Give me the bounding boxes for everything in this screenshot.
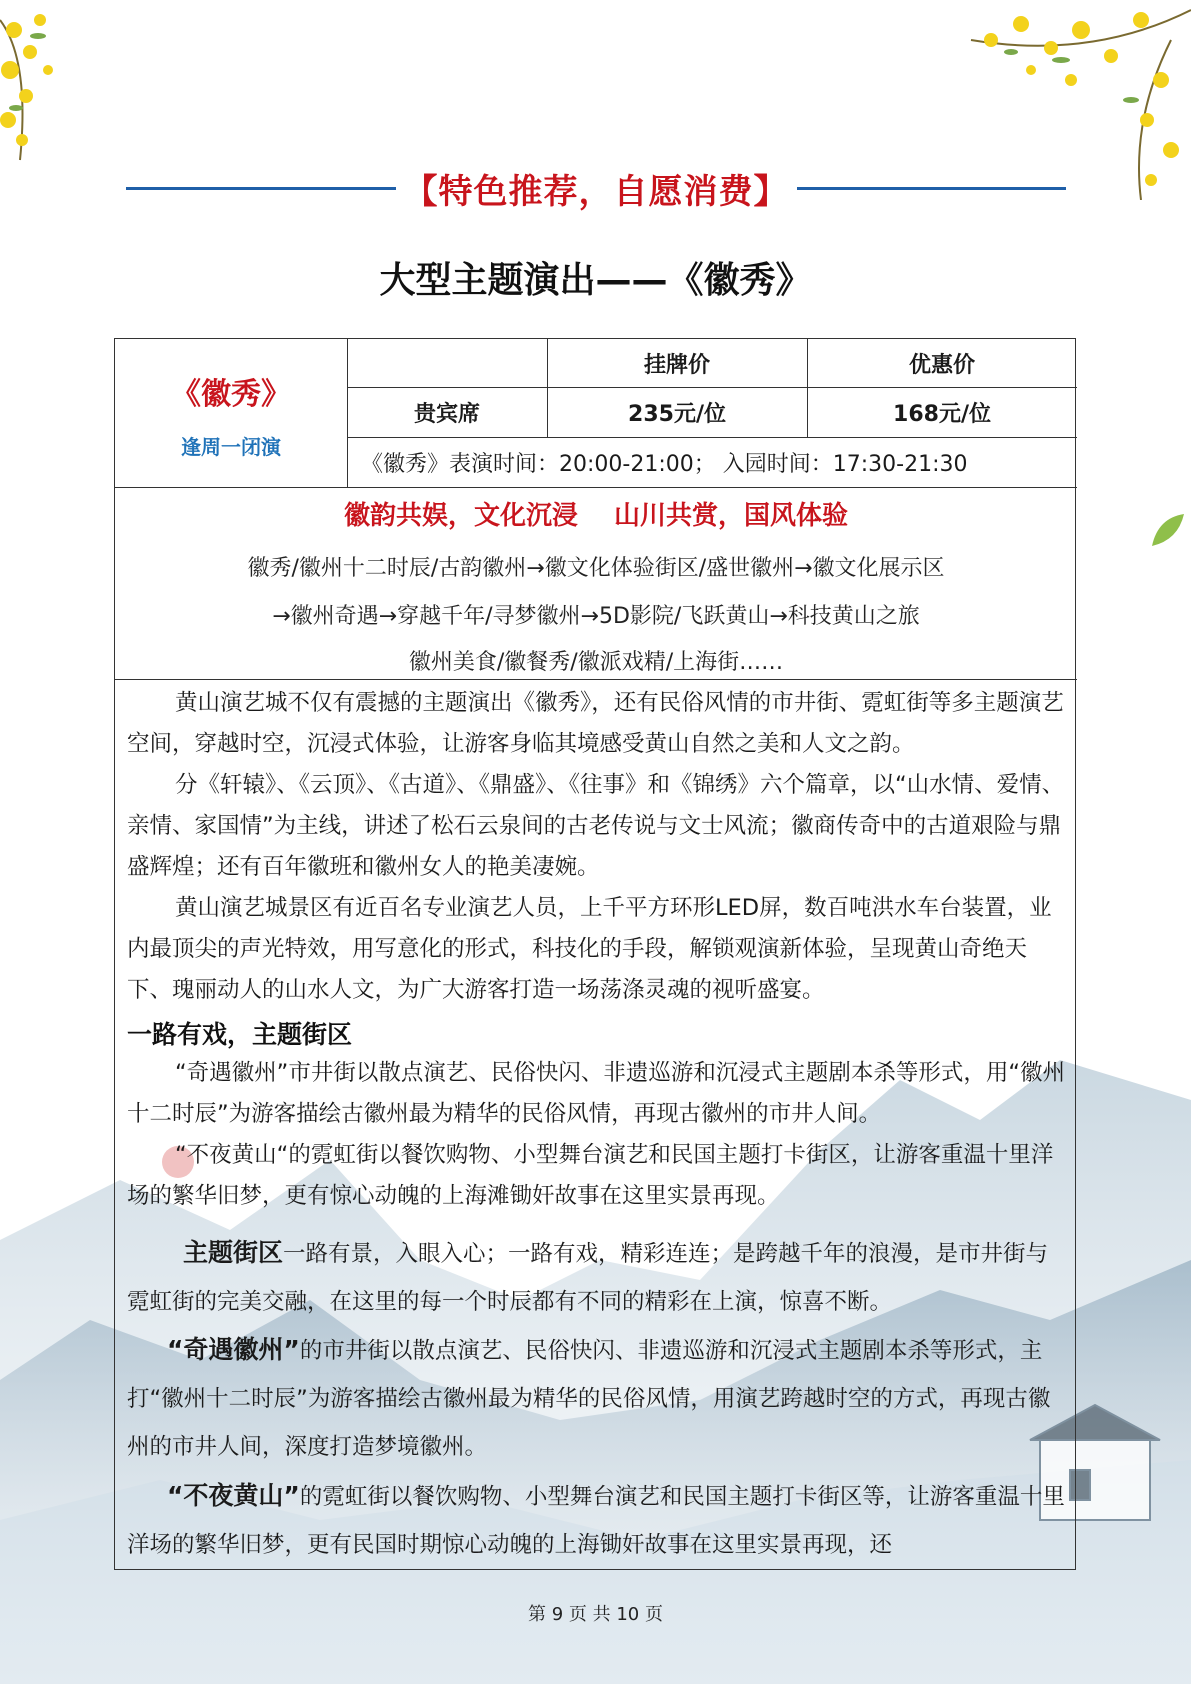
route-line-1: 徽秀/徽州十二时辰/古韵徽州→徽文化体验街区/盛世徽州→徽文化展示区 xyxy=(247,556,945,581)
featured-lead-1: 主题街区 xyxy=(183,1238,284,1267)
flower-branch-left-icon xyxy=(0,0,80,170)
content-frame xyxy=(114,338,1076,1570)
banner-line-right xyxy=(797,187,1067,190)
show-name: 《徽秀》 xyxy=(171,377,291,412)
page-title: 大型主题演出——《徽秀》 xyxy=(379,260,812,301)
schedule-note: 逢周一闭演 xyxy=(181,435,281,459)
slogan-1: 徽韵共娱，文化沉浸 xyxy=(343,501,578,531)
paragraph-2: 分《轩辕》、《云顶》、《古道》、《鼎盛》、《往事》和《锦绣》六个篇章，以“山水情、爱情、亲情、家国情”为主线，讲述了松石云泉间的古老传说与文士风流；徽商传奇中的古道艰险与鼎盛辉煌；还有百年徽班和徽州女人的艳美凄婉。 xyxy=(127,772,1065,880)
section-banner xyxy=(126,166,1066,210)
section-paragraph-1: “奇遇徽州”市井街以散点演艺、民俗快闪、非遗巡游和沉浸式主题剧本杀等形式，用“徽州十二时辰”为游客描绘古徽州最为精华的民俗风情，再现古徽州的市井人间。 xyxy=(127,1060,1065,1127)
leaf-icon xyxy=(1148,510,1188,550)
featured-paragraph-3 xyxy=(127,1472,1067,1569)
paragraph-3: 黄山演艺城景区有近百名专业演艺人员，上千平方环形LED屏，数百吨洪水车台装置，业内最顶尖的声光特效，用写意化的形式，科技化的手段，解锁观演新体验，呈现黄山奇绝天下、瑰丽动人的山水人文，为广大游客打造一场荡涤灵魂的视听盛宴。 xyxy=(127,895,1052,1003)
show-times: 《徽秀》表演时间：20:00-21:00； 入园时间：17:30-21:30 xyxy=(361,451,968,477)
banner-text: 【特色推荐，自愿消费】 xyxy=(403,171,789,212)
featured-lead-2: “奇遇徽州” xyxy=(167,1335,300,1364)
featured-text-3: 的霓虹街以餐饮购物、小型舞台演艺和民国主题打卡街区等，让游客重温十里洋场的繁华旧梦，更有民国时期惊心动魄的上海锄奸故事在这里实景再现，还 xyxy=(127,1484,1065,1558)
route-line-2: →徽州奇遇→穿越千年/寻梦徽州→5D影院/飞跃黄山→科技黄山之旅 xyxy=(272,604,920,629)
seat-type: 贵宾席 xyxy=(413,401,480,427)
section-paragraph-2: “不夜黄山“的霓虹街以餐饮购物、小型舞台演艺和民国主题打卡街区，让游客重温十里洋场的繁华旧梦，更有惊心动魄的上海滩锄奸故事在这里实景再现。 xyxy=(127,1142,1054,1209)
slogan-2: 山川共赏，国风体验 xyxy=(614,501,849,531)
featured-text-1: 一路有景，入眼入心；一路有戏，精彩连连；是跨越千年的浪漫，是市井街与霓虹街的完美交融，在这里的每一个时辰都有不同的精彩在上演，惊喜不断。 xyxy=(127,1241,1049,1315)
section-heading: 一路有戏，主题街区 xyxy=(127,1020,353,1049)
featured-text-2: 的市井街以散点演艺、民俗快闪、非遗巡游和沉浸式主题剧本杀等形式，主打“徽州十二时辰”为游客描绘古徽州最为精华的民俗风情，用演艺跨越时空的方式，再现古徽州的市井人间，深度打造梦境徽州。 xyxy=(127,1338,1051,1460)
header-list-price: 挂牌价 xyxy=(643,352,710,378)
list-price: 235元/位 xyxy=(628,401,726,427)
banner-line-left xyxy=(126,187,396,190)
paragraph-1: 黄山演艺城不仅有震撼的主题演出《徽秀》，还有民俗风情的市井街、霓虹街等多主题演艺空间，穿越时空，沉浸式体验，让游客身临其境感受黄山自然之美和人文之韵。 xyxy=(127,690,1064,757)
route-line-3: 徽州美食/徽餐秀/徽派戏精/上海街…… xyxy=(408,650,784,675)
featured-paragraph-1 xyxy=(127,1229,1067,1326)
featured-lead-3: “不夜黄山” xyxy=(167,1481,300,1510)
page-number: 第 9 页 共 10 页 xyxy=(528,1604,663,1625)
header-discount-price: 优惠价 xyxy=(908,352,975,378)
discount-price: 168元/位 xyxy=(893,401,991,427)
featured-paragraph-2 xyxy=(127,1326,1067,1471)
slogan xyxy=(115,495,1077,532)
header-blank xyxy=(347,339,547,387)
